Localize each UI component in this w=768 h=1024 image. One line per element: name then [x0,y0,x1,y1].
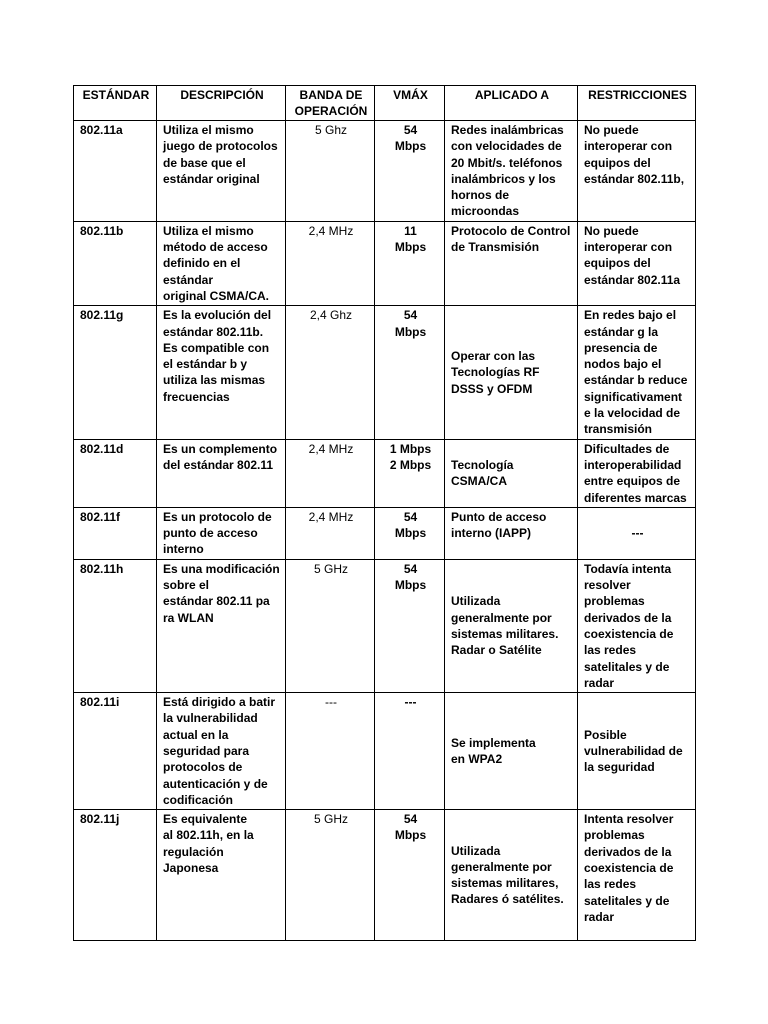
cell-description: Está dirigido a batir la vulnerabilidad actual en la seguridad para protocolos de autenticación y de codificación [157,693,286,810]
cell-standard: 802.11i [74,693,157,810]
cell-applied: Redes inalámbricas con velocidades de 20 Mbit/s. teléfonos inalámbricos y los hornos de microondas [445,121,578,222]
cell-description: Es equivalente al 802.11h, en la regulación Japonesa [157,810,286,941]
cell-restrictions: Intenta resolver problemas derivados de la coexistencia de las redes satelitales y de radar [578,810,696,941]
cell-restrictions: Todavía intenta resolver problemas derivados de la coexistencia de las redes satelitales y de radar [578,559,696,692]
cell-description: Utiliza el mismo juego de protocolos de base que el estándar original [157,121,286,222]
cell-standard: 802.11f [74,507,157,559]
cell-applied: Punto de acceso interno (IAPP) [445,507,578,559]
table-header [74,86,696,121]
cell-band: 2,4 MHz [286,507,375,559]
header-vmax: VMÁX [375,86,445,121]
cell-applied: Utilizada generalmente por sistemas militares, Radares ó satélites. [445,810,578,941]
cell-vmax: 54 Mbps [375,559,445,692]
cell-description: Es un complemento del estándar 802.11 [157,439,286,507]
header-band: BANDA DE OPERACIÓN [286,86,375,121]
table-row [74,439,696,507]
cell-description: Utiliza el mismo método de acceso definido en el estándar original CSMA/CA. [157,221,286,305]
cell-applied: Operar con las Tecnologías RF DSSS y OFDM [445,306,578,439]
cell-restrictions: Posible vulnerabilidad de la seguridad [578,693,696,810]
cell-vmax: 1 Mbps 2 Mbps [375,439,445,507]
header-description: DESCRIPCIÓN [157,86,286,121]
cell-standard: 802.11b [74,221,157,305]
cell-vmax: 54 Mbps [375,121,445,222]
table-row [74,121,696,222]
cell-restrictions: No puede interoperar con equipos del estándar 802.11b, [578,121,696,222]
cell-restrictions: No puede interoperar con equipos del estándar 802.11a [578,221,696,305]
cell-standard: 802.11h [74,559,157,692]
cell-description: Es una modificación sobre el estándar 802.11 pa ra WLAN [157,559,286,692]
table-body [74,121,696,941]
cell-applied: Protocolo de Control de Transmisión [445,221,578,305]
cell-restrictions: Dificultades de interoperabilidad entre equipos de diferentes marcas [578,439,696,507]
cell-applied: Tecnología CSMA/CA [445,439,578,507]
cell-band: 2,4 MHz [286,221,375,305]
cell-band: 5 Ghz [286,121,375,222]
cell-vmax: 54 Mbps [375,507,445,559]
header-applied: APLICADO A [445,86,578,121]
cell-standard: 802.11a [74,121,157,222]
table-row [74,559,696,692]
header-row [74,86,696,121]
cell-description: Es un protocolo de punto de acceso interno [157,507,286,559]
cell-band: --- [286,693,375,810]
cell-vmax: 54 Mbps [375,306,445,439]
cell-standard: 802.11g [74,306,157,439]
table-row [74,810,696,941]
table-row [74,693,696,810]
table-row [74,507,696,559]
cell-vmax: --- [375,693,445,810]
cell-standard: 802.11d [74,439,157,507]
header-restrictions: RESTRICCIONES [578,86,696,121]
table-row [74,306,696,439]
cell-applied: Utilizada generalmente por sistemas militares. Radar o Satélite [445,559,578,692]
cell-band: 5 GHz [286,810,375,941]
cell-band: 2,4 MHz [286,439,375,507]
cell-vmax: 54 Mbps [375,810,445,941]
table-row [74,221,696,305]
wifi-standards-table [73,85,696,941]
cell-description: Es la evolución del estándar 802.11b. Es compatible con el estándar b y utiliza las mismas frecuencias [157,306,286,439]
cell-band: 5 GHz [286,559,375,692]
cell-restrictions: En redes bajo el estándar g la presencia de nodos bajo el estándar b reduce significativament e la velocidad de transmisión [578,306,696,439]
cell-band: 2,4 Ghz [286,306,375,439]
cell-vmax: 11 Mbps [375,221,445,305]
header-standard: ESTÁNDAR [74,86,157,121]
cell-applied: Se implementa en WPA2 [445,693,578,810]
cell-restrictions: --- [578,507,696,559]
cell-standard: 802.11j [74,810,157,941]
